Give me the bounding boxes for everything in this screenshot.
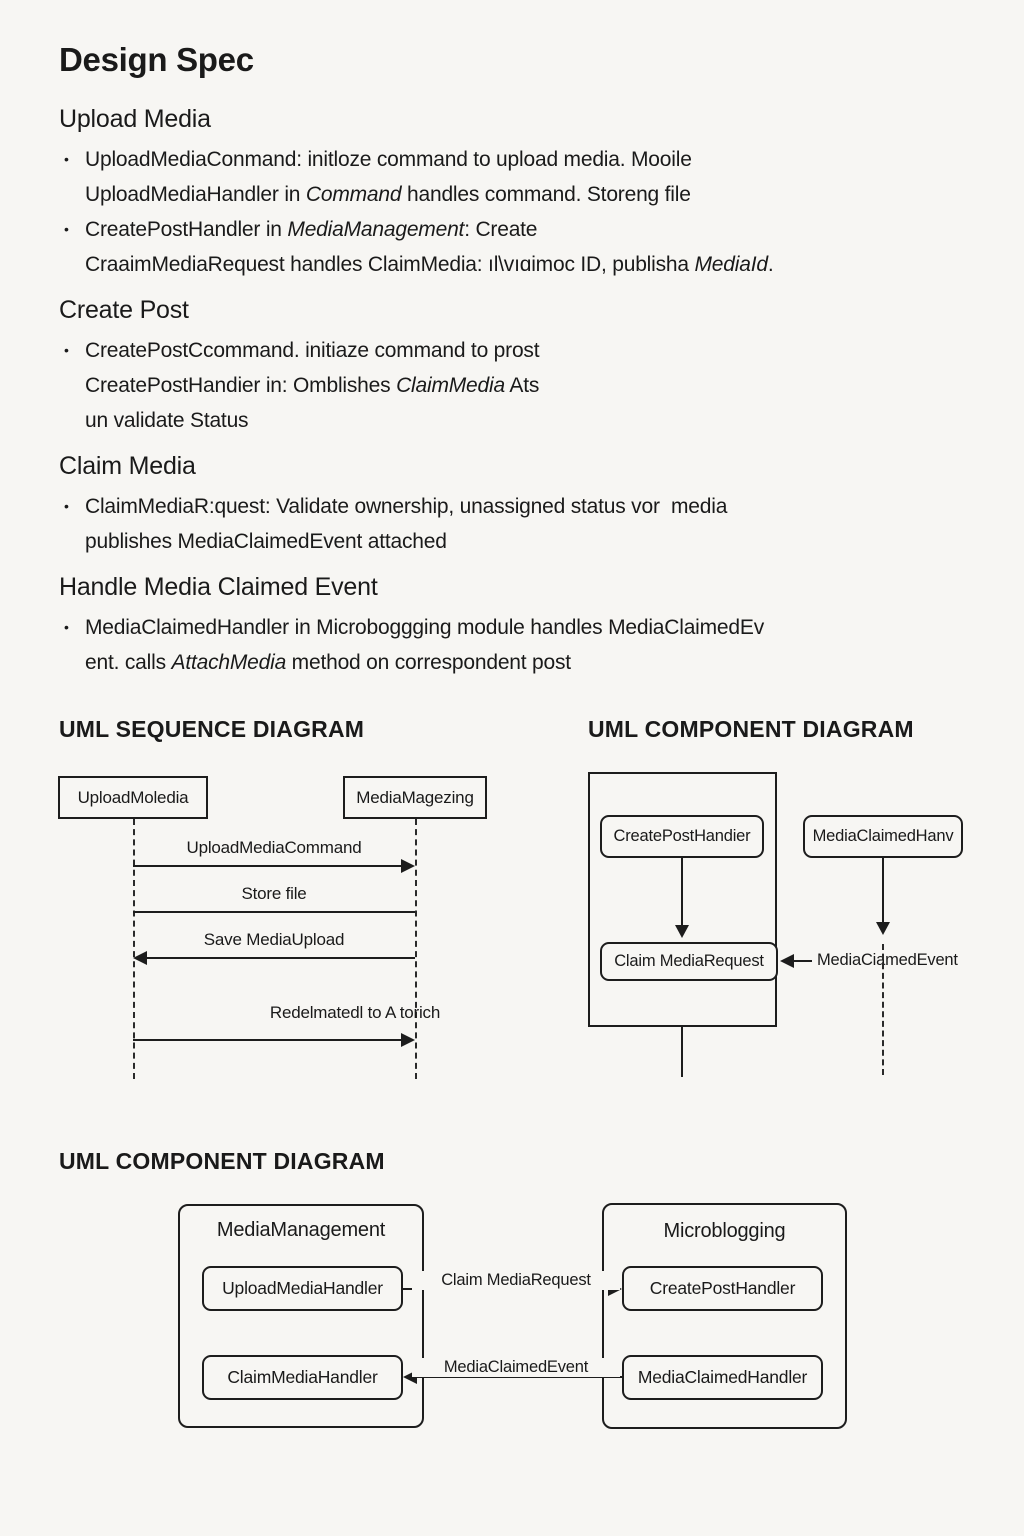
- component-box-media-claimed-handler: MediaClaimedHandler: [622, 1355, 823, 1400]
- section-create-post: [59, 295, 999, 438]
- page-title: Design Spec: [59, 41, 254, 78]
- bullet-line: [85, 610, 999, 645]
- bullet-line: [85, 524, 999, 559]
- module-title: Microblogging: [663, 1220, 786, 1242]
- text-segment: Ats: [504, 374, 540, 397]
- component-diagram-bottom-heading: UML COMPONENT DIAGRAM: [59, 1148, 385, 1174]
- message-label: Redelmatedl to A torich: [269, 1003, 441, 1022]
- component-box-claim-media-request: Claim MediaRequest: [600, 942, 778, 981]
- text-segment: MediaClaimedHandler in Microboggging module handles MediaClaimedEv: [85, 616, 765, 639]
- bullet-line: [85, 489, 999, 524]
- bullet-line: [85, 177, 999, 212]
- component-box-upload-media-handler: UploadMediaHandler: [202, 1266, 403, 1311]
- module-title: MediaManagement: [216, 1219, 386, 1241]
- bullet-line: [85, 247, 999, 282]
- sequence-diagram-heading: UML SEQUENCE DIAGRAM: [59, 716, 365, 742]
- bullet-marker: •: [64, 498, 69, 514]
- message-line: [133, 1039, 401, 1041]
- text-segment: ent. calls: [85, 651, 172, 674]
- text-segment: UploadMediaHandler in: [85, 183, 306, 206]
- section-heading: Upload Media: [59, 105, 211, 133]
- bullet-item: [59, 610, 999, 680]
- arrowhead-down-icon: [876, 922, 890, 935]
- section-heading: Handle Media Claimed Event: [59, 573, 378, 601]
- connector-line: [681, 858, 683, 928]
- section-heading: Claim Media: [59, 452, 196, 480]
- component-box-media-claimed-handler: MediaClaimedHanv: [803, 815, 963, 858]
- actor-box-upload-media: UploadMoledia: [58, 776, 208, 819]
- message-line: [133, 865, 401, 867]
- bullet-item: [59, 333, 999, 438]
- arrowhead-right-icon: [401, 859, 415, 873]
- text-segment: CreatePostHandler in: [85, 218, 288, 241]
- bullet-line: [85, 212, 999, 247]
- component-box-create-post-handler: CreatePostHandier: [600, 815, 764, 858]
- component-box-create-post-handler: CreatePostHandler: [622, 1266, 823, 1311]
- actor-box-media-management: MediaMagezing: [343, 776, 487, 819]
- bullet-marker: •: [64, 342, 69, 358]
- text-segment: handles command. Storeng file: [401, 183, 691, 206]
- bullet-line: [85, 403, 999, 438]
- arrowhead-left-icon: [780, 954, 794, 968]
- text-segment: un validate Status: [85, 409, 249, 432]
- bullet-line: [85, 645, 999, 680]
- bullet-marker: •: [64, 221, 69, 237]
- bullet-item: [59, 142, 999, 212]
- text-segment: AttachMedia: [171, 651, 287, 674]
- bullet-line: [85, 142, 999, 177]
- text-segment: ClaimMediaR:quest: Validate ownership, unassigned status vor media: [85, 495, 728, 518]
- text-segment: ClaimMedia: [396, 374, 505, 397]
- text-segment: publishes MediaClaimedEvent attached: [85, 530, 447, 553]
- connector-line: [681, 1027, 683, 1077]
- text-segment: Command: [305, 183, 402, 206]
- arrow-label: MediaClaimedEvent: [412, 1358, 620, 1377]
- text-segment: method on correspondent post: [286, 651, 571, 674]
- dashed-connector-line: [882, 944, 884, 1075]
- text-segment: MediaManagement: [287, 218, 465, 241]
- connector-line: [882, 858, 884, 924]
- event-label: MediaCiamedEvent: [817, 951, 958, 969]
- arrow-label: Claim MediaRequest: [412, 1271, 620, 1290]
- bullet-item: [59, 212, 999, 282]
- lifeline-right: [415, 819, 417, 1079]
- message-label: Save MediaUpload: [203, 930, 345, 949]
- bullet-marker: •: [64, 151, 69, 167]
- text-segment: : Create: [464, 218, 538, 241]
- bullet-item: [59, 489, 999, 559]
- document-body: [59, 0, 999, 680]
- text-segment: MediaId: [694, 253, 768, 276]
- component-diagram-top-heading: UML COMPONENT DIAGRAM: [588, 716, 914, 742]
- text-segment: CreatePostHandier in: Omblishes: [85, 374, 397, 397]
- section-heading: Create Post: [59, 296, 189, 324]
- connector-line: [794, 960, 812, 962]
- text-segment: CreatePostCcommand. initiaze command to prost: [85, 339, 540, 362]
- text-segment: .: [767, 253, 774, 276]
- component-box-claim-media-handler: ClaimMediaHandler: [202, 1355, 403, 1400]
- arrowhead-down-icon: [675, 925, 689, 938]
- section-claim-media: [59, 451, 999, 559]
- message-line: [147, 957, 415, 959]
- message-label: UploadMediaCommand: [186, 838, 362, 857]
- bullet-line: [85, 368, 999, 403]
- arrowhead-left-icon: [133, 951, 147, 965]
- message-line: [133, 911, 415, 913]
- bullet-line: [85, 333, 999, 368]
- message-label: Store file: [241, 884, 307, 903]
- text-segment: UploadMediaConmand: initloze command to upload media. Mooile: [85, 148, 692, 171]
- section-upload-media: [59, 104, 999, 282]
- section-handle-media-claimed-event: [59, 572, 999, 680]
- bullet-marker: •: [64, 619, 69, 635]
- text-segment: CraaimMediaRequest handles ClaimMedia: ıl\vıɑimoc ID, publisha: [85, 253, 695, 276]
- arrowhead-right-icon: [401, 1033, 415, 1047]
